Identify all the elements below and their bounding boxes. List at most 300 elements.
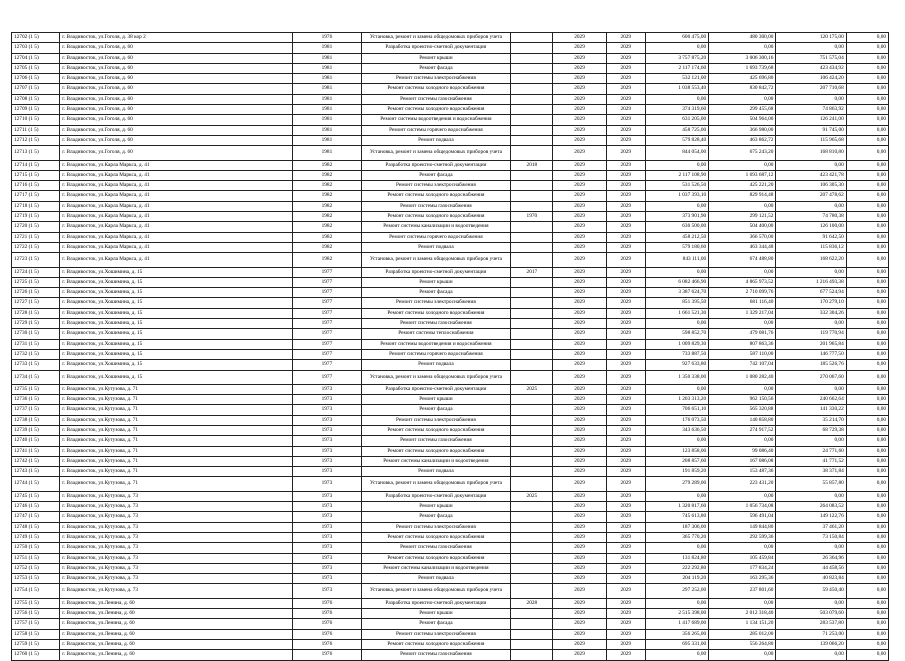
- table-row: [12, 446, 889, 456]
- fund-cost-cell: 274 917,52: [709, 425, 776, 435]
- owner-cost-cell: 74 863,92: [776, 105, 846, 115]
- table-row: [12, 319, 889, 329]
- fund-cost-cell: 830 842,72: [709, 84, 776, 94]
- last-repair-year-cell: [511, 639, 553, 649]
- plan-start-year-cell: 2029: [553, 191, 606, 201]
- row-id-cell: 12749 (1 5): [12, 532, 60, 542]
- owner-cost-cell: 207 478,62: [776, 191, 846, 201]
- address-cell: г. Владивосток, ул.Гоголя, д. 60: [60, 135, 293, 145]
- table-row: [12, 201, 889, 211]
- plan-start-year-cell: 2029: [553, 232, 606, 242]
- address-cell: г. Владивосток, ул.Карла Маркса, д. 41: [60, 232, 293, 242]
- table-row: [12, 135, 889, 145]
- work-type-cell: Ремонт подвала: [361, 574, 511, 584]
- other-cost-cell: 0,00: [846, 339, 888, 349]
- total-cost-cell: 0,00: [645, 319, 708, 329]
- plan-start-year-cell: 2029: [553, 467, 606, 477]
- total-cost-cell: 343 636,50: [645, 425, 708, 435]
- fund-cost-cell: 742 107,04: [709, 360, 776, 370]
- other-cost-cell: 0,00: [846, 522, 888, 532]
- table-row: [12, 125, 889, 135]
- work-type-cell: Ремонт системы теплоснабжения: [361, 329, 511, 339]
- build-year-cell: 1981: [293, 135, 361, 145]
- row-id-cell: 12716 (1 5): [12, 181, 60, 191]
- fund-cost-cell: 565 320,88: [709, 405, 776, 415]
- fund-cost-cell: 2 710 099,76: [709, 288, 776, 298]
- work-type-cell: Ремонт системы холодного водоснабжения: [361, 212, 511, 222]
- other-cost-cell: 0,00: [846, 319, 888, 329]
- build-year-cell: 1973: [293, 425, 361, 435]
- table-row: [12, 146, 889, 160]
- table-row: [12, 43, 889, 53]
- table-row: [12, 543, 889, 553]
- build-year-cell: 1982: [293, 160, 361, 170]
- last-repair-year-cell: [511, 584, 553, 598]
- total-cost-cell: 0,00: [645, 436, 708, 446]
- build-year-cell: 1977: [293, 349, 361, 359]
- plan-start-year-cell: 2029: [553, 415, 606, 425]
- owner-cost-cell: 332 304,26: [776, 308, 846, 318]
- work-type-cell: Ремонт системы электроснабжения: [361, 522, 511, 532]
- other-cost-cell: 0,00: [846, 532, 888, 542]
- address-cell: г. Владивосток, ул.Хошимина, д. 15: [60, 308, 293, 318]
- other-cost-cell: 0,00: [846, 395, 888, 405]
- table-row: [12, 115, 889, 125]
- total-cost-cell: 458 212,50: [645, 232, 708, 242]
- plan-end-year-cell: 2029: [606, 43, 645, 53]
- total-cost-cell: 3 757 875,20: [645, 53, 708, 63]
- address-cell: г. Владивосток, ул.Хошимина, д. 15: [60, 277, 293, 287]
- total-cost-cell: 279 289,00: [645, 477, 708, 491]
- other-cost-cell: 0,00: [846, 63, 888, 73]
- table-row: [12, 288, 889, 298]
- row-id-cell: 12739 (1 5): [12, 425, 60, 435]
- address-cell: г. Владивосток, ул.Ленина, д. 60: [60, 650, 293, 660]
- table-row: [12, 532, 889, 542]
- plan-end-year-cell: 2029: [606, 436, 645, 446]
- build-year-cell: 1977: [293, 288, 361, 298]
- address-cell: г. Владивосток, ул.Кутузова, д. 71: [60, 425, 293, 435]
- work-type-cell: Установка, ремонт и замена общедомовых приборов учета: [361, 33, 511, 43]
- plan-start-year-cell: 2029: [553, 384, 606, 394]
- owner-cost-cell: 91 745,00: [776, 125, 846, 135]
- table-row: [12, 94, 889, 104]
- owner-cost-cell: 120 175,00: [776, 33, 846, 43]
- address-cell: г. Владивосток, ул.Ленина, д. 60: [60, 609, 293, 619]
- fund-cost-cell: 463 862,72: [709, 135, 776, 145]
- work-type-cell: Ремонт системы холодного водоснабжения: [361, 446, 511, 456]
- plan-start-year-cell: 2029: [553, 181, 606, 191]
- plan-start-year-cell: 2029: [553, 43, 606, 53]
- fund-cost-cell: 167 086,08: [709, 456, 776, 466]
- row-id-cell: 12721 (1 5): [12, 232, 60, 242]
- owner-cost-cell: 40 823,84: [776, 574, 846, 584]
- other-cost-cell: 0,00: [846, 135, 888, 145]
- last-repair-year-cell: [511, 609, 553, 619]
- total-cost-cell: 630 500,00: [645, 222, 708, 232]
- plan-end-year-cell: 2029: [606, 384, 645, 394]
- build-year-cell: 1973: [293, 384, 361, 394]
- plan-start-year-cell: 2029: [553, 370, 606, 384]
- last-repair-year-cell: [511, 574, 553, 584]
- plan-end-year-cell: 2029: [606, 146, 645, 160]
- build-year-cell: 1977: [293, 277, 361, 287]
- row-id-cell: 12713 (1 5): [12, 146, 60, 160]
- last-repair-year-cell: [511, 502, 553, 512]
- row-id-cell: 12752 (1 5): [12, 563, 60, 573]
- work-type-cell: Ремонт системы газоснабжения: [361, 319, 511, 329]
- work-type-cell: Разработка проектно-сметной документации: [361, 160, 511, 170]
- total-cost-cell: 365 770,20: [645, 532, 708, 542]
- work-type-cell: Ремонт системы водоотведения и водоснабжения: [361, 115, 511, 125]
- owner-cost-cell: 170 279,10: [776, 298, 846, 308]
- row-id-cell: 12706 (1 5): [12, 74, 60, 84]
- table-row: [12, 74, 889, 84]
- fund-cost-cell: 504 400,00: [709, 222, 776, 232]
- plan-start-year-cell: 2029: [553, 349, 606, 359]
- row-id-cell: 12746 (1 5): [12, 502, 60, 512]
- table-row: [12, 650, 889, 660]
- address-cell: г. Владивосток, ул.Карла Маркса, д. 41: [60, 201, 293, 211]
- plan-start-year-cell: 2029: [553, 477, 606, 491]
- build-year-cell: 1973: [293, 563, 361, 573]
- owner-cost-cell: 35 214,70: [776, 415, 846, 425]
- last-repair-year-cell: [511, 33, 553, 43]
- total-cost-cell: 204 119,20: [645, 574, 708, 584]
- work-type-cell: Ремонт системы холодного водоснабжения: [361, 84, 511, 94]
- fund-cost-cell: 140 858,80: [709, 415, 776, 425]
- other-cost-cell: 0,00: [846, 232, 888, 242]
- other-cost-cell: 0,00: [846, 308, 888, 318]
- owner-cost-cell: 503 079,60: [776, 609, 846, 619]
- table-row: [12, 370, 889, 384]
- build-year-cell: 1977: [293, 298, 361, 308]
- build-year-cell: 1973: [293, 456, 361, 466]
- owner-cost-cell: 44 458,56: [776, 563, 846, 573]
- row-id-cell: 12741 (1 5): [12, 446, 60, 456]
- address-cell: г. Владивосток, ул.Хошимина, д. 15: [60, 298, 293, 308]
- work-type-cell: Ремонт крыши: [361, 53, 511, 63]
- build-year-cell: 1982: [293, 181, 361, 191]
- plan-start-year-cell: 2029: [553, 53, 606, 63]
- plan-end-year-cell: 2029: [606, 477, 645, 491]
- fund-cost-cell: 0,00: [709, 436, 776, 446]
- address-cell: г. Владивосток, ул.Кутузова, д. 71: [60, 415, 293, 425]
- total-cost-cell: 176 073,50: [645, 415, 708, 425]
- owner-cost-cell: 91 642,50: [776, 232, 846, 242]
- total-cost-cell: 1 203 313,20: [645, 395, 708, 405]
- build-year-cell: 1976: [293, 33, 361, 43]
- work-type-cell: Ремонт крыши: [361, 395, 511, 405]
- owner-cost-cell: 0,00: [776, 543, 846, 553]
- table-row: [12, 105, 889, 115]
- work-type-cell: Ремонт системы холодного водоснабжения: [361, 105, 511, 115]
- last-repair-year-cell: [511, 543, 553, 553]
- row-id-cell: 12732 (1 5): [12, 349, 60, 359]
- row-id-cell: 12738 (1 5): [12, 415, 60, 425]
- other-cost-cell: 0,00: [846, 349, 888, 359]
- plan-start-year-cell: 2029: [553, 609, 606, 619]
- build-year-cell: 1973: [293, 584, 361, 598]
- build-year-cell: 1973: [293, 512, 361, 522]
- build-year-cell: 1982: [293, 170, 361, 180]
- other-cost-cell: 0,00: [846, 160, 888, 170]
- total-cost-cell: 1 037 393,10: [645, 191, 708, 201]
- plan-start-year-cell: 2029: [553, 74, 606, 84]
- plan-start-year-cell: 2029: [553, 222, 606, 232]
- row-id-cell: 12708 (1 5): [12, 94, 60, 104]
- total-cost-cell: 598 852,70: [645, 329, 708, 339]
- address-cell: г. Владивосток, ул.Карла Маркса, д. 41: [60, 160, 293, 170]
- work-type-cell: Ремонт системы электроснабжения: [361, 74, 511, 84]
- plan-end-year-cell: 2029: [606, 598, 645, 608]
- fund-cost-cell: 681 116,40: [709, 298, 776, 308]
- work-type-cell: Ремонт подвала: [361, 467, 511, 477]
- total-cost-cell: 374 319,60: [645, 105, 708, 115]
- table-row: [12, 395, 889, 405]
- work-type-cell: Ремонт системы канализации и водоотведения: [361, 456, 511, 466]
- table-row: [12, 84, 889, 94]
- other-cost-cell: 0,00: [846, 609, 888, 619]
- table-row: [12, 160, 889, 170]
- plan-end-year-cell: 2029: [606, 456, 645, 466]
- owner-cost-cell: 270 067,60: [776, 370, 846, 384]
- build-year-cell: 1976: [293, 598, 361, 608]
- fund-cost-cell: 829 914,48: [709, 191, 776, 201]
- address-cell: г. Владивосток, ул.Гоголя, д. 60: [60, 53, 293, 63]
- table-row: [12, 456, 889, 466]
- plan-end-year-cell: 2029: [606, 125, 645, 135]
- address-cell: г. Владивосток, ул.Карла Маркса, д. 41: [60, 191, 293, 201]
- row-id-cell: 12715 (1 5): [12, 170, 60, 180]
- total-cost-cell: 0,00: [645, 94, 708, 104]
- build-year-cell: 1981: [293, 125, 361, 135]
- total-cost-cell: 373 901,90: [645, 212, 708, 222]
- plan-start-year-cell: 2029: [553, 650, 606, 660]
- row-id-cell: 12734 (1 5): [12, 370, 60, 384]
- plan-start-year-cell: 2029: [553, 584, 606, 598]
- row-id-cell: 12719 (1 5): [12, 212, 60, 222]
- owner-cost-cell: 24 771,60: [776, 446, 846, 456]
- owner-cost-cell: 73 150,84: [776, 532, 846, 542]
- work-type-cell: Ремонт системы электроснабжения: [361, 415, 511, 425]
- other-cost-cell: 0,00: [846, 553, 888, 563]
- address-cell: г. Владивосток, ул.Кутузова, д. 73: [60, 532, 293, 542]
- plan-end-year-cell: 2029: [606, 563, 645, 573]
- plan-start-year-cell: 2029: [553, 395, 606, 405]
- owner-cost-cell: 0,00: [776, 319, 846, 329]
- address-cell: г. Владивосток, ул.Карла Маркса, д. 41: [60, 253, 293, 267]
- last-repair-year-cell: [511, 115, 553, 125]
- fund-cost-cell: 0,00: [709, 267, 776, 277]
- build-year-cell: 1976: [293, 650, 361, 660]
- plan-end-year-cell: 2029: [606, 446, 645, 456]
- plan-end-year-cell: 2029: [606, 619, 645, 629]
- plan-end-year-cell: 2029: [606, 629, 645, 639]
- owner-cost-cell: 106 424,20: [776, 74, 846, 84]
- fund-cost-cell: 223 431,20: [709, 477, 776, 491]
- fund-cost-cell: 463 344,48: [709, 242, 776, 252]
- last-repair-year-cell: [511, 53, 553, 63]
- total-cost-cell: 208 857,60: [645, 456, 708, 466]
- total-cost-cell: 927 633,80: [645, 360, 708, 370]
- table-row: [12, 436, 889, 446]
- address-cell: г. Владивосток, ул.Карла Маркса, д. 41: [60, 170, 293, 180]
- fund-cost-cell: 105 459,84: [709, 553, 776, 563]
- table-row: [12, 222, 889, 232]
- plan-end-year-cell: 2029: [606, 415, 645, 425]
- total-cost-cell: 843 111,00: [645, 253, 708, 267]
- row-id-cell: 12754 (1 5): [12, 584, 60, 598]
- other-cost-cell: 0,00: [846, 619, 888, 629]
- fund-cost-cell: 0,00: [709, 201, 776, 211]
- plan-end-year-cell: 2029: [606, 639, 645, 649]
- address-cell: г. Владивосток, ул.Кутузова, д. 73: [60, 584, 293, 598]
- address-cell: г. Владивосток, ул.Кутузова, д. 73: [60, 512, 293, 522]
- table-row: [12, 405, 889, 415]
- address-cell: г. Владивосток, ул.Хошимина, д. 15: [60, 329, 293, 339]
- total-cost-cell: 0,00: [645, 491, 708, 501]
- plan-end-year-cell: 2029: [606, 181, 645, 191]
- plan-end-year-cell: 2029: [606, 84, 645, 94]
- work-type-cell: Ремонт фасада: [361, 405, 511, 415]
- table-row: [12, 477, 889, 491]
- last-repair-year-cell: [511, 329, 553, 339]
- build-year-cell: 1973: [293, 543, 361, 553]
- row-id-cell: 12725 (1 5): [12, 277, 60, 287]
- last-repair-year-cell: [511, 446, 553, 456]
- row-id-cell: 12737 (1 5): [12, 405, 60, 415]
- total-cost-cell: 1 320 817,60: [645, 502, 708, 512]
- build-year-cell: 1973: [293, 522, 361, 532]
- plan-end-year-cell: 2029: [606, 502, 645, 512]
- other-cost-cell: 0,00: [846, 298, 888, 308]
- address-cell: г. Владивосток, ул.Кутузова, д. 73: [60, 543, 293, 553]
- plan-end-year-cell: 2029: [606, 339, 645, 349]
- work-type-cell: Ремонт системы газоснабжения: [361, 650, 511, 660]
- build-year-cell: 1981: [293, 74, 361, 84]
- build-year-cell: 1976: [293, 629, 361, 639]
- table-row: [12, 619, 889, 629]
- plan-start-year-cell: 2029: [553, 532, 606, 542]
- plan-end-year-cell: 2029: [606, 512, 645, 522]
- owner-cost-cell: 168 810,80: [776, 146, 846, 160]
- plan-start-year-cell: 2029: [553, 598, 606, 608]
- owner-cost-cell: 0,00: [776, 201, 846, 211]
- work-type-cell: Ремонт подвала: [361, 360, 511, 370]
- work-type-cell: Разработка проектно-сметной документации: [361, 384, 511, 394]
- fund-cost-cell: 4 865 973,52: [709, 277, 776, 287]
- last-repair-year-cell: [511, 395, 553, 405]
- fund-cost-cell: 1 329 217,04: [709, 308, 776, 318]
- other-cost-cell: 0,00: [846, 146, 888, 160]
- plan-end-year-cell: 2029: [606, 298, 645, 308]
- last-repair-year-cell: [511, 135, 553, 145]
- other-cost-cell: 0,00: [846, 360, 888, 370]
- table-row: [12, 212, 889, 222]
- total-cost-cell: 695 331,00: [645, 639, 708, 649]
- row-id-cell: 12722 (1 5): [12, 242, 60, 252]
- other-cost-cell: 0,00: [846, 277, 888, 287]
- other-cost-cell: 0,00: [846, 105, 888, 115]
- last-repair-year-cell: [511, 232, 553, 242]
- last-repair-year-cell: [511, 477, 553, 491]
- work-type-cell: Ремонт системы электроснабжения: [361, 629, 511, 639]
- total-cost-cell: 458 725,00: [645, 125, 708, 135]
- other-cost-cell: 0,00: [846, 405, 888, 415]
- last-repair-year-cell: [511, 512, 553, 522]
- total-cost-cell: 0,00: [645, 160, 708, 170]
- fund-cost-cell: 807 863,36: [709, 339, 776, 349]
- table-row: [12, 563, 889, 573]
- owner-cost-cell: 74 780,38: [776, 212, 846, 222]
- row-id-cell: 12750 (1 5): [12, 543, 60, 553]
- total-cost-cell: 600 475,00: [645, 33, 708, 43]
- fund-cost-cell: 0,00: [709, 543, 776, 553]
- last-repair-year-cell: [511, 308, 553, 318]
- row-id-cell: 12733 (1 5): [12, 360, 60, 370]
- other-cost-cell: 0,00: [846, 446, 888, 456]
- other-cost-cell: 0,00: [846, 33, 888, 43]
- build-year-cell: 1976: [293, 639, 361, 649]
- build-year-cell: 1973: [293, 405, 361, 415]
- owner-cost-cell: 119 770,94: [776, 329, 846, 339]
- row-id-cell: 12744 (1 5): [12, 477, 60, 491]
- plan-end-year-cell: 2029: [606, 360, 645, 370]
- plan-start-year-cell: 2029: [553, 360, 606, 370]
- address-cell: г. Владивосток, ул.Гоголя, д. 60: [60, 115, 293, 125]
- plan-end-year-cell: 2029: [606, 329, 645, 339]
- table-row: [12, 33, 889, 43]
- owner-cost-cell: 141 330,22: [776, 405, 846, 415]
- other-cost-cell: 0,00: [846, 574, 888, 584]
- work-type-cell: Установка, ремонт и замена общедомовых приборов учета: [361, 370, 511, 384]
- fund-cost-cell: 149 844,80: [709, 522, 776, 532]
- total-cost-cell: 2 515 398,00: [645, 609, 708, 619]
- fund-cost-cell: 177 834,24: [709, 563, 776, 573]
- fund-cost-cell: 299 455,68: [709, 105, 776, 115]
- build-year-cell: 1977: [293, 329, 361, 339]
- work-type-cell: Ремонт крыши: [361, 277, 511, 287]
- other-cost-cell: 0,00: [846, 415, 888, 425]
- fund-cost-cell: 425 696,80: [709, 74, 776, 84]
- work-type-cell: Ремонт системы газоснабжения: [361, 436, 511, 446]
- row-id-cell: 12726 (1 5): [12, 288, 60, 298]
- plan-end-year-cell: 2029: [606, 115, 645, 125]
- plan-end-year-cell: 2029: [606, 609, 645, 619]
- plan-start-year-cell: 2029: [553, 277, 606, 287]
- capital-repair-schedule-table: [11, 32, 889, 661]
- row-id-cell: 12740 (1 5): [12, 436, 60, 446]
- total-cost-cell: 1 661 521,30: [645, 308, 708, 318]
- row-id-cell: 12751 (1 5): [12, 553, 60, 563]
- total-cost-cell: 6 082 466,90: [645, 277, 708, 287]
- total-cost-cell: 0,00: [645, 267, 708, 277]
- row-id-cell: 12707 (1 5): [12, 84, 60, 94]
- row-id-cell: 12736 (1 5): [12, 395, 60, 405]
- other-cost-cell: 0,00: [846, 563, 888, 573]
- table-row: [12, 574, 889, 584]
- address-cell: г. Владивосток, ул.Карла Маркса, д. 41: [60, 222, 293, 232]
- row-id-cell: 12727 (1 5): [12, 298, 60, 308]
- plan-end-year-cell: 2029: [606, 395, 645, 405]
- fund-cost-cell: 153 487,36: [709, 467, 776, 477]
- row-id-cell: 12724 (1 5): [12, 267, 60, 277]
- work-type-cell: Установка, ремонт и замена общедомовых приборов учета: [361, 146, 511, 160]
- last-repair-year-cell: [511, 74, 553, 84]
- fund-cost-cell: 0,00: [709, 491, 776, 501]
- address-cell: г. Владивосток, ул.Гоголя, д. 60: [60, 43, 293, 53]
